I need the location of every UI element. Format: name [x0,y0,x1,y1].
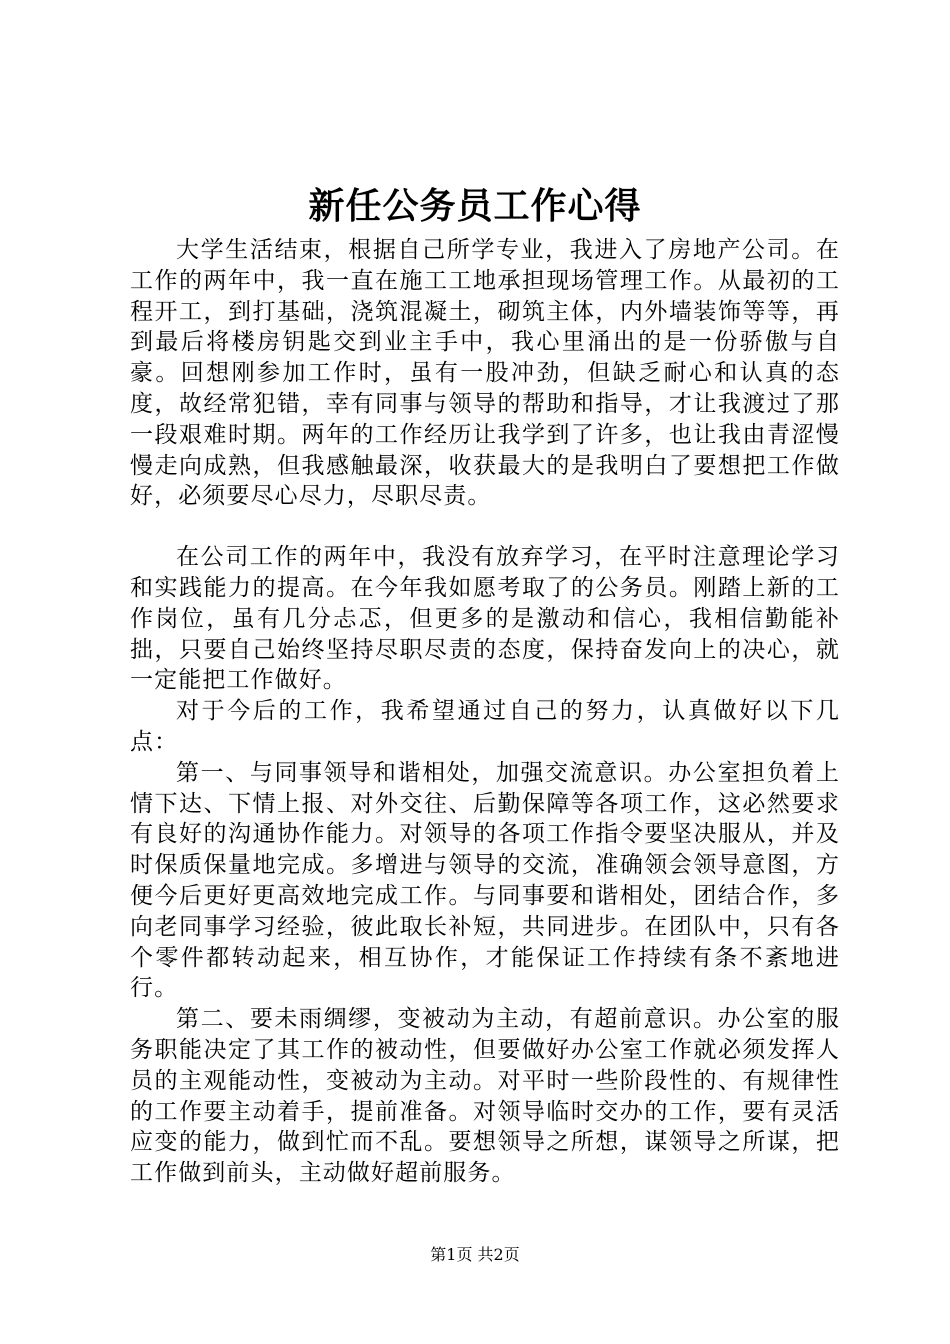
document-body [130,235,840,1189]
paragraph-3: 对于今后的工作，我希望通过自己的努力，认真做好以下几点： [130,698,840,755]
paragraph-2: 在公司工作的两年中，我没有放弃学习，在平时注意理论学习和实践能力的提高。在今年我如愿考取了的公务员。刚踏上新的工作岗位，虽有几分忐忑，但更多的是激动和信心，我相信勤能补拙，只要自己始终坚持尽职尽责的态度，保持奋发向上的决心，就一定能把工作做好。 [130,544,840,694]
paragraph-1: 大学生活结束，根据自己所学专业，我进入了房地产公司。在工作的两年中，我一直在施工工地承担现场管理工作。从最初的工程开工，到打基础，浇筑混凝土，砌筑主体，内外墙装饰等等，再到最后将楼房钥匙交到业主手中，我心里涌出的是一份骄傲与自豪。回想刚参加工作时，虽有一股冲劲，但缺乏耐心和认真的态度，故经常犯错，幸有同事与领导的帮助和指导，才让我渡过了那一段艰难时期。两年的工作经历让我学到了许多，也让我由青涩慢慢走向成熟，但我感触最深，收获最大的是我明白了要想把工作做好，必须要尽心尽力，尽职尽责。 [130,237,840,510]
document-title: 新任公务员工作心得 [308,185,642,228]
paragraph-5: 第二、要未雨绸缪，变被动为主动，有超前意识。办公室的服务职能决定了其工作的被动性，但要做好办公室工作就必须发挥人员的主观能动性，变被动为主动。对平时一些阶段性的、有规律性的工作要主动着手，提前准备。对领导临时交办的工作，要有灵活应变的能力，做到忙而不乱。要想领导之所想，谋领导之所谋，把工作做到前头，主动做好超前服务。 [130,1006,840,1187]
paragraph-4: 第一、与同事领导和谐相处，加强交流意识。办公室担负着上情下达、下情上报、对外交往、后勤保障等各项工作，这必然要求有良好的沟通协作能力。对领导的各项工作指令要坚决服从，并及时保质保量地完成。多增进与领导的交流，准确领会领导意图，方便今后更好更高效地完成工作。与同事要和谐相处，团结合作，多向老同事学习经验，彼此取长补短，共同进步。在团队中，只有各个零件都转动起来，相互协作，才能保证工作持续有条不紊地进行。 [130,759,840,1002]
page-footer: 第1页 共2页 [430,1245,520,1264]
